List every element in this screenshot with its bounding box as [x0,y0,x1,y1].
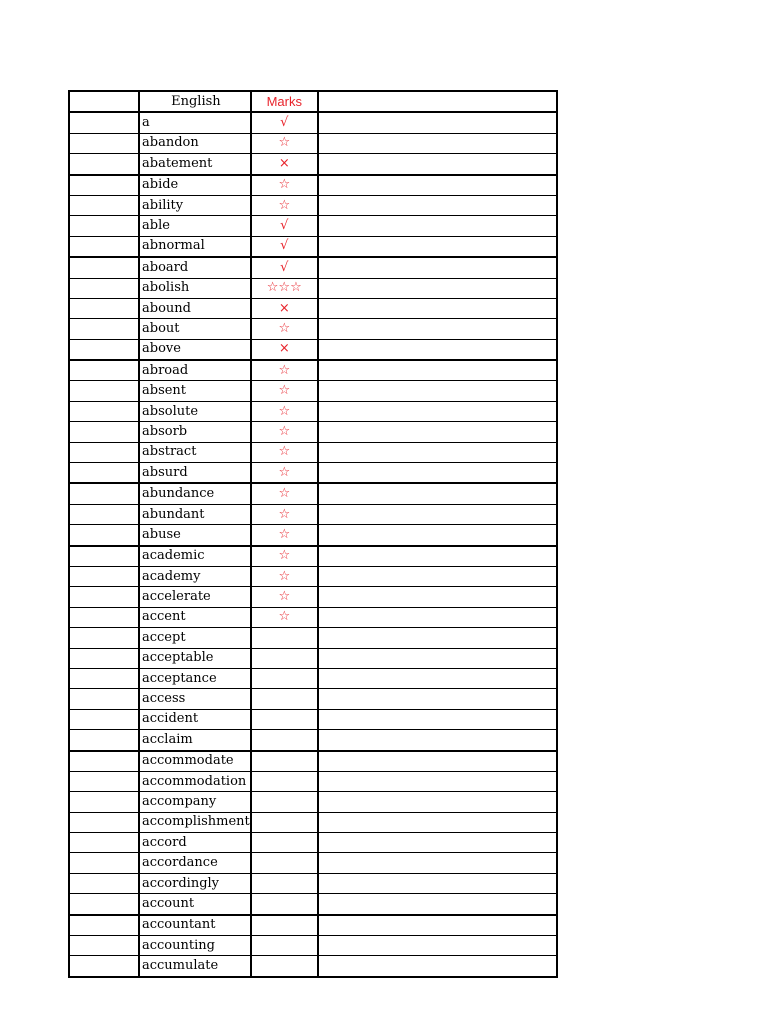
table-row [69,668,557,688]
word-cell: about [139,319,251,339]
word-cell: abundant [139,504,251,524]
notes-cell [318,668,557,688]
row-index-cell [69,133,139,153]
table-row [69,709,557,729]
row-index-cell [69,730,139,751]
notes-cell [318,339,557,360]
mark-cell: √ [251,216,318,236]
word-cell: abuse [139,525,251,546]
table-row [69,422,557,442]
row-index-cell [69,483,139,504]
mark-cell: × [251,339,318,360]
table-row [69,648,557,668]
notes-cell [318,133,557,153]
row-index-cell [69,278,139,298]
table-row [69,360,557,381]
row-index-cell [69,112,139,133]
word-cell: acceptance [139,668,251,688]
notes-cell [318,422,557,442]
row-index-cell [69,792,139,812]
word-cell: above [139,339,251,360]
mark-cell [251,853,318,873]
word-cell: accompany [139,792,251,812]
row-index-cell [69,915,139,936]
row-index-cell [69,668,139,688]
table-row [69,607,557,627]
mark-cell: ☆ [251,401,318,421]
row-index-cell [69,812,139,832]
mark-cell: ☆ [251,504,318,524]
notes-cell [318,751,557,772]
table-row [69,833,557,853]
header-cell-blank [69,91,139,112]
table-row [69,936,557,956]
word-cell: abound [139,298,251,318]
notes-cell [318,833,557,853]
vocabulary-table [68,90,558,978]
word-cell: abide [139,175,251,196]
row-index-cell [69,154,139,175]
word-cell: accommodation [139,771,251,791]
mark-cell [251,709,318,729]
notes-cell [318,154,557,175]
table-row [69,195,557,215]
row-index-cell [69,298,139,318]
word-cell: academy [139,566,251,586]
word-cell: a [139,112,251,133]
notes-cell [318,463,557,484]
word-cell: accordance [139,853,251,873]
word-cell: academic [139,546,251,567]
table-row [69,792,557,812]
mark-cell [251,936,318,956]
word-cell: acceptable [139,648,251,668]
row-index-cell [69,422,139,442]
notes-cell [318,894,557,915]
table-row [69,546,557,567]
notes-cell [318,956,557,977]
mark-cell: ☆ [251,607,318,627]
mark-cell: √ [251,236,318,257]
row-index-cell [69,195,139,215]
table-row [69,566,557,586]
word-cell: absorb [139,422,251,442]
word-cell: accomplishment [139,812,251,832]
mark-cell: × [251,154,318,175]
mark-cell [251,771,318,791]
notes-cell [318,689,557,709]
table-row [69,133,557,153]
mark-cell [251,648,318,668]
table-row [69,812,557,832]
mark-cell: ☆ [251,360,318,381]
row-index-cell [69,771,139,791]
word-cell: absolute [139,401,251,421]
mark-cell: ☆ [251,546,318,567]
table-row [69,689,557,709]
row-index-cell [69,381,139,401]
table-row [69,751,557,772]
word-cell: access [139,689,251,709]
row-index-cell [69,236,139,257]
mark-cell [251,730,318,751]
word-cell: accordingly [139,873,251,893]
table-row [69,381,557,401]
mark-cell: √ [251,112,318,133]
row-index-cell [69,607,139,627]
mark-cell: √ [251,257,318,278]
table-row [69,339,557,360]
notes-cell [318,195,557,215]
notes-cell [318,401,557,421]
mark-cell [251,956,318,977]
notes-cell [318,812,557,832]
table-row [69,278,557,298]
table-row [69,401,557,421]
notes-cell [318,648,557,668]
notes-cell [318,112,557,133]
word-cell: accept [139,628,251,648]
notes-cell [318,504,557,524]
word-cell: abstract [139,442,251,462]
row-index-cell [69,546,139,567]
notes-cell [318,730,557,751]
row-index-cell [69,566,139,586]
table-row [69,525,557,546]
mark-cell [251,873,318,893]
notes-cell [318,873,557,893]
row-index-cell [69,709,139,729]
mark-cell: ☆ [251,319,318,339]
row-index-cell [69,319,139,339]
mark-cell: ☆ [251,566,318,586]
mark-cell: ☆ [251,525,318,546]
notes-cell [318,175,557,196]
table-row [69,298,557,318]
word-cell: abnormal [139,236,251,257]
mark-cell: ☆ [251,483,318,504]
word-cell: acclaim [139,730,251,751]
table-row [69,771,557,791]
notes-cell [318,936,557,956]
notes-cell [318,792,557,812]
table-row [69,504,557,524]
row-index-cell [69,401,139,421]
mark-cell: × [251,298,318,318]
notes-cell [318,442,557,462]
row-index-cell [69,648,139,668]
notes-cell [318,546,557,567]
row-index-cell [69,504,139,524]
notes-cell [318,278,557,298]
word-cell: abroad [139,360,251,381]
notes-cell [318,771,557,791]
row-index-cell [69,339,139,360]
row-index-cell [69,936,139,956]
mark-cell: ☆ [251,133,318,153]
row-index-cell [69,587,139,607]
table-row [69,154,557,175]
table-row [69,319,557,339]
table-row [69,175,557,196]
notes-cell [318,483,557,504]
word-cell: absent [139,381,251,401]
table-row [69,894,557,915]
row-index-cell [69,360,139,381]
word-cell: abolish [139,278,251,298]
word-cell: accounting [139,936,251,956]
word-cell: accommodate [139,751,251,772]
notes-cell [318,525,557,546]
mark-cell [251,812,318,832]
header-english: English [139,91,251,112]
row-index-cell [69,751,139,772]
mark-cell [251,668,318,688]
mark-cell [251,833,318,853]
word-cell: abundance [139,483,251,504]
word-cell: accident [139,709,251,729]
mark-cell: ☆ [251,442,318,462]
row-index-cell [69,628,139,648]
vocabulary-table-body [69,91,557,977]
row-index-cell [69,216,139,236]
notes-cell [318,709,557,729]
mark-cell [251,689,318,709]
table-row [69,216,557,236]
table-row [69,628,557,648]
mark-cell: ☆☆☆ [251,278,318,298]
notes-cell [318,566,557,586]
word-cell: accord [139,833,251,853]
notes-cell [318,257,557,278]
word-cell: aboard [139,257,251,278]
mark-cell [251,894,318,915]
word-cell: accent [139,607,251,627]
notes-cell [318,319,557,339]
row-index-cell [69,175,139,196]
word-cell: account [139,894,251,915]
word-cell: accelerate [139,587,251,607]
row-index-cell [69,463,139,484]
table-row [69,730,557,751]
notes-cell [318,360,557,381]
table-row [69,257,557,278]
row-index-cell [69,873,139,893]
row-index-cell [69,525,139,546]
notes-cell [318,587,557,607]
row-index-cell [69,442,139,462]
word-cell: able [139,216,251,236]
notes-cell [318,216,557,236]
word-cell: ability [139,195,251,215]
notes-cell [318,236,557,257]
table-row [69,915,557,936]
mark-cell: ☆ [251,175,318,196]
notes-cell [318,607,557,627]
notes-cell [318,628,557,648]
mark-cell [251,751,318,772]
row-index-cell [69,956,139,977]
mark-cell: ☆ [251,422,318,442]
table-row [69,873,557,893]
row-index-cell [69,689,139,709]
mark-cell: ☆ [251,463,318,484]
word-cell: abatement [139,154,251,175]
word-cell: accumulate [139,956,251,977]
mark-cell [251,792,318,812]
table-row [69,853,557,873]
mark-cell: ☆ [251,587,318,607]
table-row [69,236,557,257]
header-marks: Marks [251,91,318,112]
row-index-cell [69,257,139,278]
table-row [69,483,557,504]
row-index-cell [69,853,139,873]
mark-cell [251,628,318,648]
row-index-cell [69,894,139,915]
notes-cell [318,298,557,318]
table-row [69,463,557,484]
table-row [69,587,557,607]
notes-cell [318,381,557,401]
table-row [69,442,557,462]
notes-cell [318,853,557,873]
word-cell: accountant [139,915,251,936]
row-index-cell [69,833,139,853]
notes-cell [318,915,557,936]
header-cell-notes [318,91,557,112]
word-cell: abandon [139,133,251,153]
mark-cell [251,915,318,936]
mark-cell: ☆ [251,195,318,215]
word-cell: absurd [139,463,251,484]
table-row [69,112,557,133]
header-row [69,91,557,112]
mark-cell: ☆ [251,381,318,401]
table-row [69,956,557,977]
